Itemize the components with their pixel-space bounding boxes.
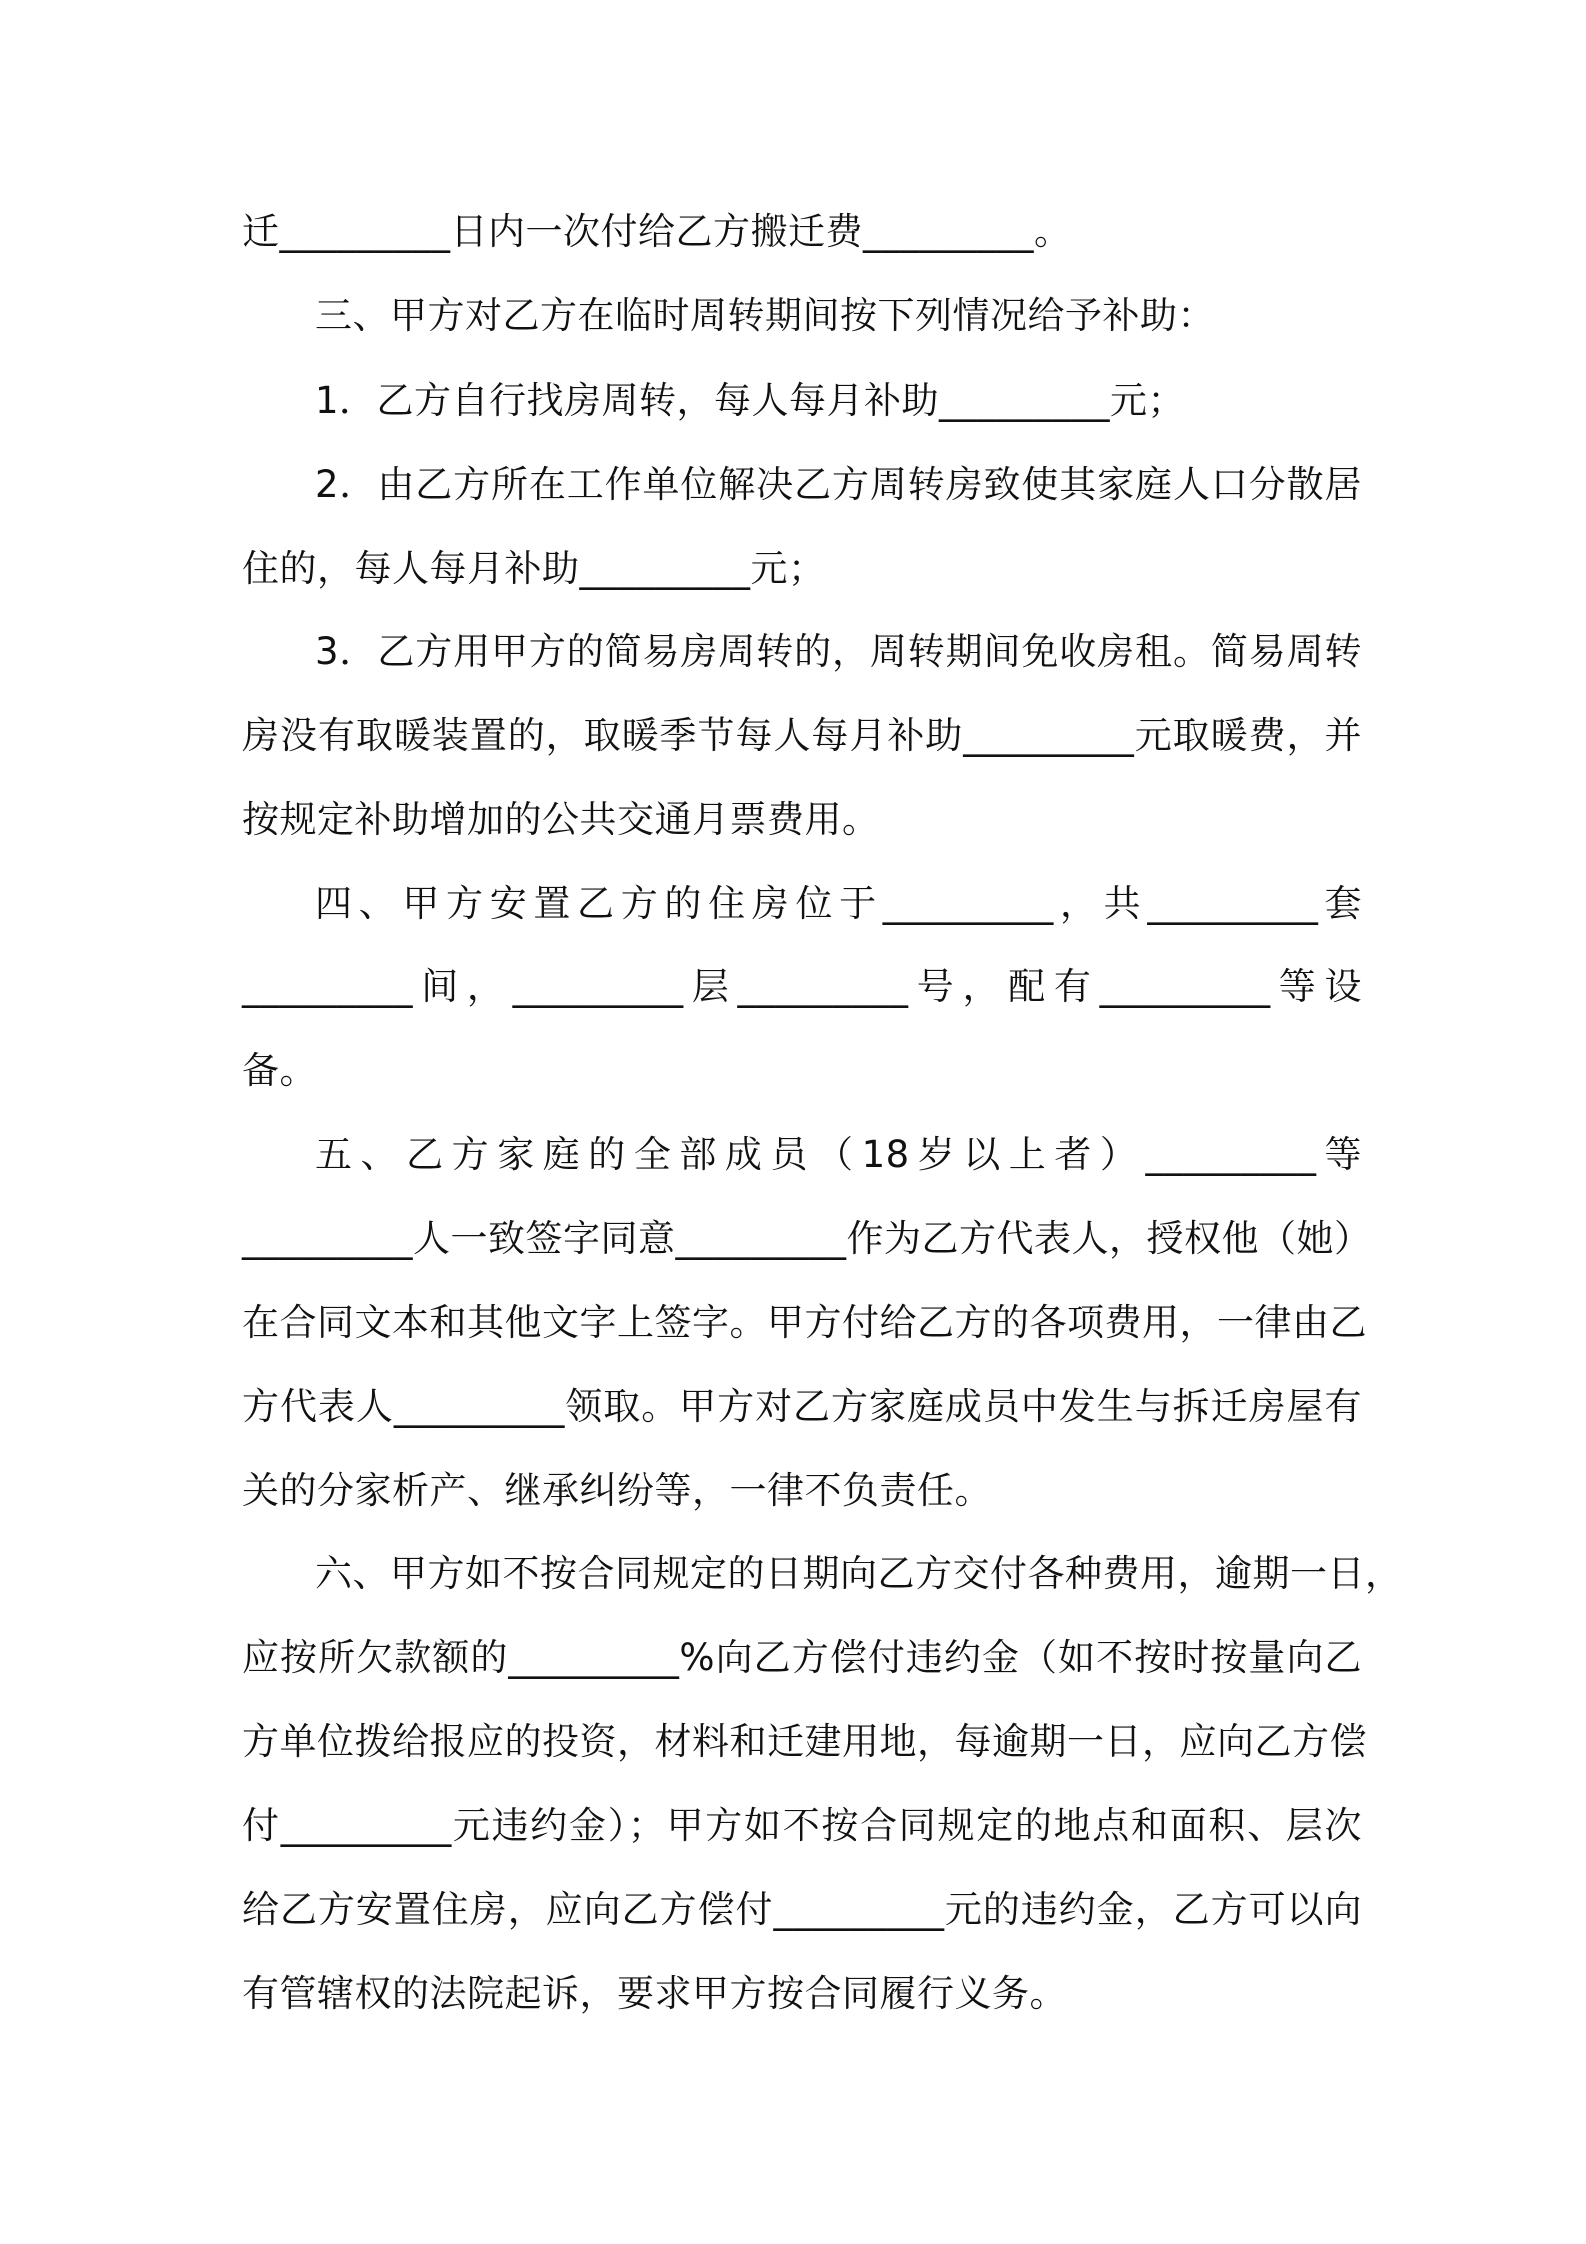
paragraph-line: _________人一致签字同意_________作为乙方代表人，授权他（她） [242,1217,1372,1260]
paragraph-line: 给乙方安置住房，应向乙方偿付_________元的违约金，乙方可以向 [242,1888,1362,1931]
section-heading-3: 三、甲方对乙方在临时周转期间按下列情况给予补助： [315,294,1215,337]
section-heading-4: 四、甲方安置乙方的住房位于_________，共_________套 [315,882,1362,925]
paragraph-line: 3．乙方用甲方的简易房周转的，周转期间免收房租。简易周转 [315,630,1362,673]
paragraph-line: 2．由乙方所在工作单位解决乙方周转房致使其家庭人口分散居 [315,463,1362,506]
paragraph-line: 按规定补助增加的公共交通月票费用。 [242,798,880,841]
paragraph-line: 在合同文本和其他文字上签字。甲方付给乙方的各项费用，一律由乙 [242,1301,1367,1344]
paragraph-line: _________间，_________层_________号，配有_________等设 [242,965,1362,1008]
paragraph-line: 方代表人_________领取。甲方对乙方家庭成员中发生与拆迁房屋有 [242,1385,1362,1428]
paragraph-line: 住的，每人每月补助_________元； [242,547,826,590]
paragraph-line: 迁_________日内一次付给乙方搬迁费_________。 [242,210,1072,253]
paragraph-line: 备。 [242,1049,317,1092]
paragraph-line: 应按所欠款额的_________%向乙方偿付违约金（如不按时按量向乙 [242,1636,1362,1679]
section-heading-6: 六、甲方如不按合同规定的日期向乙方交付各种费用，逾期一日， [315,1552,1403,1595]
section-heading-5: 五、乙方家庭的全部成员（18岁以上者）_________等 [315,1133,1362,1176]
paragraph-line: 方单位拨给报应的投资，材料和迁建用地，每逾期一日，应向乙方偿 [242,1720,1367,1763]
paragraph-line: 房没有取暖装置的，取暖季节每人每月补助_________元取暖费，并 [242,714,1362,757]
paragraph-line: 付_________元违约金）；甲方如不按合同规定的地点和面积、层次 [242,1804,1362,1847]
paragraph-line: 1．乙方自行找房周转，每人每月补助_________元； [315,379,1186,422]
paragraph-line: 关的分家析产、继承纠纷等，一律不负责任。 [242,1469,992,1512]
paragraph-line: 有管辖权的法院起诉，要求甲方按合同履行义务。 [242,1972,1067,2015]
